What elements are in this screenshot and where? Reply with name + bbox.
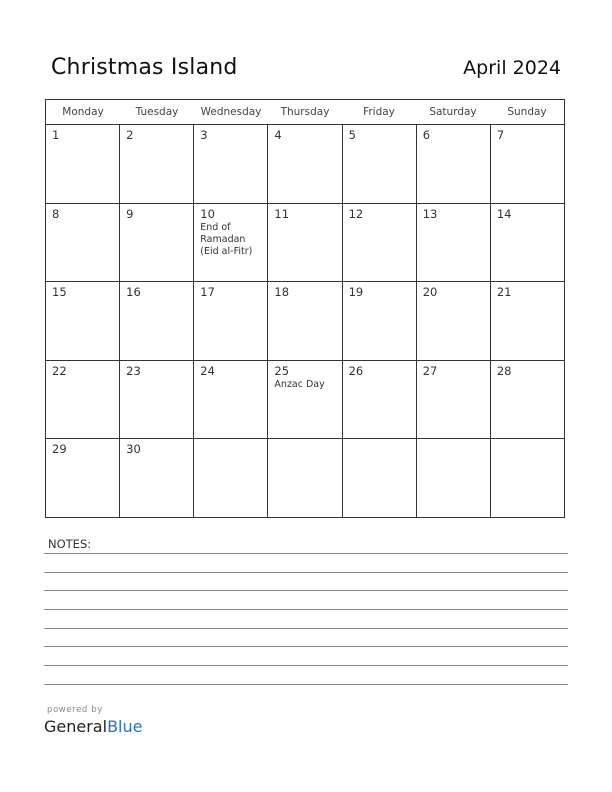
notes-label: NOTES: bbox=[48, 537, 92, 551]
day-number: 10 bbox=[200, 206, 215, 221]
day-cell-9[interactable] bbox=[120, 204, 194, 282]
day-cell-4[interactable] bbox=[268, 125, 342, 203]
month-label: April 2024 bbox=[463, 57, 561, 79]
day-number: 5 bbox=[348, 128, 356, 142]
note-line bbox=[44, 628, 568, 629]
day-cell-21[interactable] bbox=[491, 282, 564, 360]
calendar-weeks bbox=[46, 125, 564, 517]
weekday-monday: Monday bbox=[62, 106, 104, 118]
holiday-label: End of bbox=[200, 221, 231, 233]
day-cell-1[interactable] bbox=[46, 125, 120, 203]
day-number: 15 bbox=[52, 285, 67, 299]
day-number: 25 bbox=[274, 363, 290, 378]
day-cell-empty bbox=[343, 439, 417, 517]
week-row bbox=[46, 282, 564, 361]
weekday-wednesday: Wednesday bbox=[200, 106, 262, 118]
day-number: 27 bbox=[422, 363, 438, 378]
day-number: 13 bbox=[422, 206, 438, 221]
day-number: 18 bbox=[274, 285, 290, 299]
week-row bbox=[46, 204, 564, 283]
weekday-sunday: Sunday bbox=[507, 106, 547, 118]
brand-logo[interactable] bbox=[44, 717, 142, 736]
note-line bbox=[44, 684, 568, 685]
day-number: 21 bbox=[496, 285, 512, 299]
calendar-grid bbox=[45, 99, 565, 518]
day-cell-11[interactable] bbox=[268, 204, 342, 282]
week-row bbox=[46, 361, 564, 440]
day-cell-empty bbox=[268, 439, 342, 517]
day-number: 16 bbox=[126, 285, 141, 299]
day-number: 7 bbox=[496, 128, 505, 142]
holiday-label: Anzac Day bbox=[274, 378, 325, 390]
weekday-tuesday: Tuesday bbox=[135, 106, 179, 118]
day-number: 17 bbox=[200, 285, 215, 299]
day-cell-12[interactable] bbox=[343, 204, 417, 282]
day-number: 20 bbox=[422, 285, 438, 299]
day-cell-25[interactable] bbox=[268, 361, 342, 439]
day-number: 9 bbox=[126, 206, 134, 221]
note-line bbox=[44, 665, 568, 666]
weekday-header-row bbox=[46, 100, 564, 125]
day-cell-20[interactable] bbox=[417, 282, 491, 360]
day-cell-5[interactable] bbox=[343, 125, 417, 203]
week-row bbox=[46, 125, 564, 204]
day-cell-2[interactable] bbox=[120, 125, 194, 203]
day-number: 3 bbox=[200, 128, 208, 142]
day-number: 11 bbox=[274, 206, 290, 221]
weekday-friday: Friday bbox=[363, 106, 395, 118]
weekday-saturday: Saturday bbox=[429, 106, 477, 118]
day-number: 22 bbox=[52, 363, 67, 378]
holiday-label: (Eid al-Fitr) bbox=[200, 245, 253, 257]
day-number: 2 bbox=[126, 128, 134, 142]
day-cell-28[interactable] bbox=[491, 361, 564, 439]
day-cell-7[interactable] bbox=[491, 125, 564, 203]
day-cell-29[interactable] bbox=[46, 439, 120, 517]
day-cell-27[interactable] bbox=[417, 361, 491, 439]
note-line bbox=[44, 646, 568, 647]
day-cell-empty bbox=[194, 439, 268, 517]
day-number: 23 bbox=[126, 363, 141, 378]
note-line bbox=[44, 553, 568, 554]
day-number: 12 bbox=[348, 206, 364, 221]
day-cell-17[interactable] bbox=[194, 282, 268, 360]
day-number: 24 bbox=[200, 363, 215, 378]
page-title: Christmas Island bbox=[51, 55, 238, 80]
day-number: 29 bbox=[52, 442, 67, 456]
day-cell-14[interactable] bbox=[491, 204, 564, 282]
day-number: 30 bbox=[126, 442, 141, 456]
note-line bbox=[44, 572, 568, 573]
note-line bbox=[44, 609, 568, 610]
day-cell-6[interactable] bbox=[417, 125, 491, 203]
powered-by-text: powered by bbox=[47, 705, 103, 715]
day-number: 26 bbox=[348, 363, 364, 378]
day-cell-18[interactable] bbox=[268, 282, 342, 360]
day-cell-10[interactable] bbox=[194, 204, 268, 282]
day-number: 6 bbox=[422, 128, 431, 142]
day-number: 1 bbox=[52, 128, 60, 142]
day-cell-22[interactable] bbox=[46, 361, 120, 439]
day-cell-30[interactable] bbox=[120, 439, 194, 517]
day-number: 4 bbox=[274, 128, 282, 142]
day-cell-23[interactable] bbox=[120, 361, 194, 439]
day-cell-24[interactable] bbox=[194, 361, 268, 439]
weekday-thursday: Thursday bbox=[280, 106, 330, 118]
brand-part-general: General bbox=[44, 717, 108, 736]
day-cell-15[interactable] bbox=[46, 282, 120, 360]
day-number: 8 bbox=[52, 206, 60, 221]
week-row bbox=[46, 439, 564, 517]
day-cell-empty bbox=[491, 439, 564, 517]
day-cell-13[interactable] bbox=[417, 204, 491, 282]
day-number: 14 bbox=[496, 206, 512, 221]
day-cell-8[interactable] bbox=[46, 204, 120, 282]
day-cell-19[interactable] bbox=[343, 282, 417, 360]
day-number: 28 bbox=[496, 363, 512, 378]
day-cell-16[interactable] bbox=[120, 282, 194, 360]
day-number: 19 bbox=[348, 285, 364, 299]
note-line bbox=[44, 590, 568, 591]
holiday-label: Ramadan bbox=[200, 233, 246, 245]
brand-part-blue: Blue bbox=[107, 717, 143, 736]
day-cell-3[interactable] bbox=[194, 125, 268, 203]
day-cell-empty bbox=[417, 439, 491, 517]
day-cell-26[interactable] bbox=[343, 361, 417, 439]
